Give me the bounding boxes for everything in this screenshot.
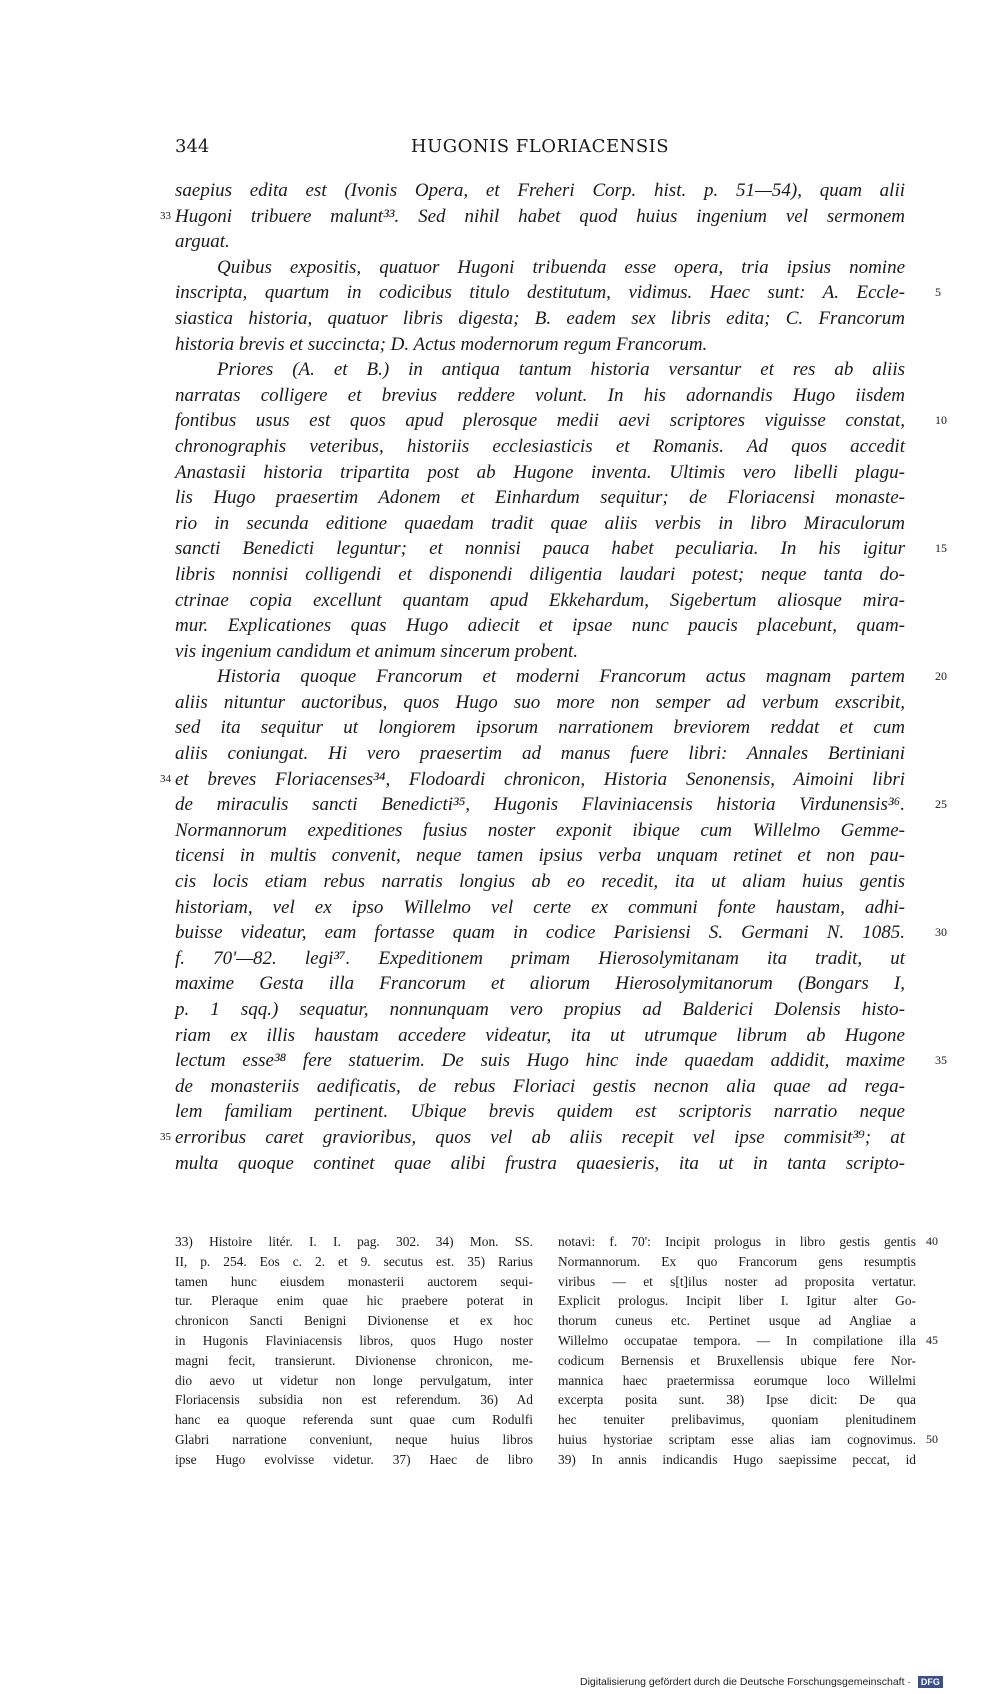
line-text: aliis nituntur auctoribus, quos Hugo suo more non semper ad verbum exscribit, — [175, 691, 905, 713]
text-line — [175, 1023, 905, 1049]
text-line — [160, 1125, 905, 1151]
line-text: multa quoque continet quae alibi frustra quaesieris, ita ut in tanta scripto- — [175, 1152, 905, 1174]
dfg-logo-icon: DFG — [918, 1676, 943, 1688]
text-line — [175, 843, 905, 869]
footnote-line — [175, 1430, 533, 1450]
text-line — [175, 664, 947, 690]
line-text: Priores (A. et B.) in antiqua tantum historia versantur et res ab aliis — [217, 359, 905, 381]
line-text: lis Hugo praesertim Adonem et Einhardum sequitur; de Floriacensi monaste- — [175, 487, 905, 509]
text-line — [175, 434, 905, 460]
line-number: 5 — [935, 285, 941, 300]
text-line — [175, 536, 947, 562]
footnote-line — [175, 1232, 533, 1252]
text-line — [175, 613, 905, 639]
footnote-line — [175, 1351, 533, 1371]
left-margin-number: 33 — [160, 209, 171, 222]
text-line — [175, 306, 905, 332]
line-text: aliis coniungat. Hi vero praesertim ad manus fuere libri: Annales Bertiniani — [175, 743, 905, 765]
line-text: sancti Benedicti leguntur; et nonnisi pauca habet peculiaria. In his igitur — [175, 538, 905, 560]
text-line — [175, 332, 905, 358]
footnote-line — [175, 1252, 533, 1272]
text-line — [175, 997, 905, 1023]
footnote-line — [558, 1410, 916, 1430]
text-line — [175, 715, 905, 741]
text-line — [175, 792, 947, 818]
footnote-line — [558, 1430, 938, 1450]
line-text: inscripta, quartum in codicibus titulo destitutum, vidimus. Haec sunt: A. Eccle- — [175, 282, 905, 304]
text-line — [175, 511, 905, 537]
text-line — [175, 1099, 905, 1125]
line-text: de monasteriis aedificatis, de rebus Floriaci gestis necnon alia quae ad rega- — [175, 1075, 905, 1097]
line-text: Quibus expositis, quatuor Hugoni tribuenda esse opera, tria ipsius nomine — [217, 256, 905, 278]
footnote-text: excerpta posita sunt. 38) Ipse dicit: De qua — [558, 1392, 916, 1408]
line-text: narratas colligere et brevius reddere volunt. In his adornandis Hugo iisdem — [175, 384, 905, 406]
text-line — [175, 485, 905, 511]
text-line — [175, 690, 905, 716]
page-number: 344 — [175, 136, 210, 157]
footnote-line — [558, 1450, 916, 1470]
line-text: maxime Gesta illa Francorum et aliorum Hierosolymitanorum (Bongars I, — [175, 973, 905, 995]
footnote-text: II, p. 254. Eos c. 2. et 9. secutus est. 35) Rarius — [175, 1253, 533, 1269]
footnotes-left-column — [175, 1232, 533, 1470]
text-line — [175, 920, 947, 946]
line-text: ctrinae copia excellunt quantam apud Ekkehardum, Sigebertum aliosque mira- — [175, 589, 905, 611]
footnote-text: mannica haec praetermissa eorumque loco Willelmi — [558, 1372, 916, 1388]
line-text: mur. Explicationes quas Hugo adiecit et ipsae nunc paucis placebunt, quam- — [175, 615, 905, 637]
footnote-line — [175, 1311, 533, 1331]
text-line — [175, 1151, 905, 1177]
footer — [580, 1676, 943, 1690]
line-text: lectum esse³⁸ fere statuerim. De suis Hugo hinc inde quaedam addidit, maxime — [175, 1050, 905, 1072]
line-text: et breves Floriacenses³⁴, Flodoardi chronicon, Historia Senonensis, Aimoini libri — [175, 768, 905, 790]
running-head: HUGONIS FLORIACENSIS — [410, 136, 670, 157]
footnote-text: 39) In annis indicandis Hugo saepissime peccat, id — [558, 1451, 916, 1467]
footnote-text: Explicit prologus. Incipit liber I. Igitur alter Go- — [558, 1293, 916, 1309]
footnote-text: notavi: f. 70': Incipit prologus in libro gestis gentis — [558, 1234, 916, 1249]
footnote-text: in Hugonis Flaviniacensis libros, quos Hugo noster — [175, 1332, 533, 1348]
text-line — [175, 229, 905, 255]
footnote-line — [175, 1272, 533, 1292]
line-text: saepius edita est (Ivonis Opera, et Freheri Corp. hist. p. 51—54), quam alii — [175, 180, 905, 201]
main-text — [160, 178, 947, 1176]
footnote-text: hanc ea quoque referenda sunt quae cum Rodulfi — [175, 1412, 533, 1428]
line-text: historia brevis et succincta; D. Actus modernorum regum Francorum. — [175, 333, 708, 355]
line-text: arguat. — [175, 231, 230, 253]
footnote-line — [558, 1272, 916, 1292]
line-text: ticensi in multis convenit, neque tamen ipsius verba unquam retinet et non pau- — [175, 845, 905, 867]
line-number: 35 — [935, 1053, 947, 1068]
footnotes-right-column — [558, 1232, 938, 1470]
footnote-text: tur. Pleraque enim quae hic praebere poterat in — [175, 1293, 533, 1309]
text-line — [175, 741, 905, 767]
line-text: rio in secunda editione quaedam tradit quae aliis verbis in libro Miraculorum — [175, 512, 905, 534]
line-text: riam ex illis haustam accedere videatur, ita ut utrumque librum ab Hugone — [175, 1024, 905, 1046]
line-number: 30 — [935, 925, 947, 940]
text-line — [175, 178, 905, 204]
text-line — [175, 818, 905, 844]
line-text: Historia quoque Francorum et moderni Francorum actus magnam partem — [217, 666, 905, 688]
text-line — [175, 639, 905, 665]
footnote-line-number: 45 — [926, 1332, 938, 1347]
line-text: buisse videatur, eam fortasse quam in codice Parisiensi S. Germani N. 1085. — [175, 922, 905, 944]
line-text: Normannorum expeditiones fusius noster exponit ibique cum Willelmo Gemme- — [175, 819, 905, 841]
line-text: vis ingenium candidum et animum sincerum probent. — [175, 640, 578, 662]
footnote-line — [558, 1291, 916, 1311]
footnote-line — [558, 1232, 938, 1252]
footnote-text: hec tenuiter prelibavimus, quoniam plenitudinem — [558, 1412, 916, 1428]
text-line — [175, 971, 905, 997]
text-line — [175, 946, 905, 972]
footnote-line — [175, 1371, 533, 1391]
line-text: p. 1 sqq.) sequatur, nonnunquam vero propius ad Balderici Dolensis histo- — [175, 999, 905, 1020]
footnote-text: Glabri narratione conveniunt, neque huius libros — [175, 1431, 533, 1447]
footnote-line — [558, 1390, 916, 1410]
left-margin-number: 35 — [160, 1130, 171, 1143]
line-text: de miraculis sancti Benedicti³⁵, Hugonis Flaviniacensis historia Virdunensis³⁶. — [175, 794, 905, 816]
line-text: f. 70'—82. legi³⁷. Expeditionem primam Hierosolymitanam ita tradit, ut — [175, 947, 905, 969]
line-text: historiam, vel ex ipso Willelmo vel certe ex communi fonte haustam, adhi- — [175, 896, 905, 918]
footnote-line — [175, 1390, 533, 1410]
footnote-line — [175, 1450, 533, 1470]
text-line — [175, 1048, 947, 1074]
footnote-line — [175, 1291, 533, 1311]
footnote-text: Floriacensis subsidia non est referendum. 36) Ad — [175, 1392, 533, 1408]
page-header — [175, 136, 905, 166]
line-text: chronographis veteribus, historiis ecclesiasticis et Romanis. Ad quos accedit — [175, 435, 905, 457]
line-text: siastica historia, quatuor libris digesta; B. eadem sex libris edita; C. Francorum — [175, 307, 905, 329]
text-line — [175, 895, 905, 921]
text-line — [175, 1074, 905, 1100]
text-line — [175, 280, 941, 306]
line-number: 15 — [935, 541, 947, 556]
text-line — [175, 255, 905, 281]
line-text: Anastasii historia tripartita post ab Hugone inventa. Ultimis vero libelli plagu- — [175, 461, 905, 483]
footnote-line — [558, 1252, 916, 1272]
footnote-line — [558, 1351, 916, 1371]
footnote-line — [558, 1371, 916, 1391]
footnote-text: viribus — et s[t]ilus noster ad proposita vertatur. — [558, 1273, 916, 1289]
text-line — [160, 767, 905, 793]
footnote-line — [175, 1331, 533, 1351]
footnote-text: magni fecit, transierunt. Divionense chronicon, me- — [175, 1352, 533, 1368]
text-line — [175, 588, 905, 614]
line-text: cis locis etiam rebus narratis longius ab eo recedit, ita ut aliam huius gentis — [175, 871, 905, 893]
footnote-text: 33) Histoire litér. I. I. pag. 302. 34) Mon. SS. — [175, 1234, 533, 1249]
footnote-text: Willelmo occupatae tempora. — In compilatione illa — [558, 1332, 916, 1348]
footnote-text: chronicon Sancti Benigni Divionense et ex hoc — [175, 1313, 533, 1329]
footer-credit: Digitalisierung gefördert durch die Deutsche Forschungsgemeinschaft · — [580, 1676, 911, 1688]
text-line — [175, 562, 905, 588]
line-text: fontibus usus est quos apud plerosque medii aevi scriptores viguisse constat, — [175, 410, 905, 432]
footnote-line-number: 40 — [926, 1234, 938, 1248]
text-line — [175, 357, 905, 383]
line-number: 25 — [935, 797, 947, 812]
footnote-line-number: 50 — [926, 1431, 938, 1446]
text-line — [175, 460, 905, 486]
text-line — [175, 408, 947, 434]
footnote-line — [175, 1410, 533, 1430]
footnote-text: thorum cuneus etc. Pertinet usque ad Angliae a — [558, 1313, 916, 1329]
line-text: Hugoni tribuere malunt³³. Sed nihil habet quod huius ingenium vel sermonem — [175, 205, 905, 227]
footnote-text: tamen hunc eiusdem monasterii auctorem sequi- — [175, 1273, 533, 1289]
footnote-text: huius hystoriae scriptam esse alias iam cognovimus. — [558, 1431, 916, 1447]
line-number: 20 — [935, 669, 947, 684]
footnote-text: codicum Bernensis et Bruxellensis ubique fere Nor- — [558, 1352, 916, 1368]
left-margin-number: 34 — [160, 772, 171, 785]
footnote-text: Normannorum. Ex quo Francorum gens resumptis — [558, 1253, 916, 1269]
line-text: libris nonnisi colligendi et disponendi diligentia laudari potest; neque tanta do- — [175, 563, 905, 585]
text-line — [175, 869, 905, 895]
line-number: 10 — [935, 413, 947, 428]
footnote-line — [558, 1311, 916, 1331]
footnote-text: dio aevo ut videtur non longe pervulgatum, inter — [175, 1372, 533, 1388]
footnote-line — [558, 1331, 938, 1351]
footnote-text: ipse Hugo evolvisse videtur. 37) Haec de libro — [175, 1451, 533, 1467]
line-text: sed ita sequitur ut longiorem ipsorum narrationem breviorem reddat et cum — [175, 717, 905, 739]
text-line — [175, 383, 905, 409]
line-text: erroribus caret gravioribus, quos vel ab aliis recepit vel ipse commisit³⁹; at — [175, 1126, 905, 1148]
text-line — [160, 204, 905, 230]
line-text: lem familiam pertinent. Ubique brevis quidem est scriptoris narratio neque — [175, 1101, 905, 1123]
